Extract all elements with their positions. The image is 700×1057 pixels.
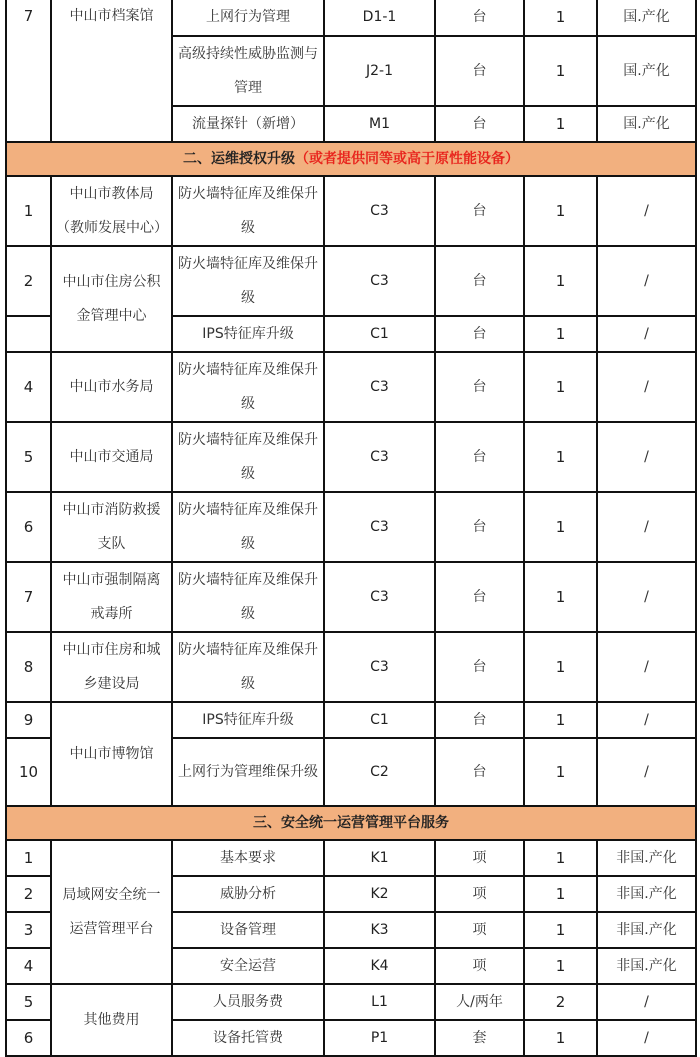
quantity: 1 xyxy=(524,912,597,948)
table-row xyxy=(6,840,696,876)
row-index: 4 xyxy=(6,352,51,422)
item-code: K2 xyxy=(324,876,435,912)
table-row xyxy=(6,984,696,1020)
table-row xyxy=(6,422,696,492)
item-code: C1 xyxy=(324,316,435,352)
quantity: 1 xyxy=(524,246,597,316)
unit-name: 中山市教体局（教师发展中心） xyxy=(51,176,172,246)
item-name: 威胁分析 xyxy=(172,876,324,912)
unit-measure: 台 xyxy=(435,36,524,106)
unit-measure: 台 xyxy=(435,492,524,562)
section-header xyxy=(6,806,696,840)
item-name: IPS特征库升级 xyxy=(172,702,324,738)
note: / xyxy=(597,562,696,632)
section-title-note: （或者提供同等或高于原性能设备） xyxy=(295,151,519,167)
quantity: 1 xyxy=(524,562,597,632)
table-row xyxy=(6,632,696,702)
table-row xyxy=(6,702,696,738)
item-name: 防火墙特征库及维保升级 xyxy=(172,246,324,316)
item-code: C3 xyxy=(324,632,435,702)
unit-measure: 套 xyxy=(435,1020,524,1056)
item-name: 人员服务费 xyxy=(172,984,324,1020)
unit-measure: 台 xyxy=(435,562,524,632)
row-index: 2 xyxy=(6,876,51,912)
item-code: J2-1 xyxy=(324,36,435,106)
quantity: 1 xyxy=(524,36,597,106)
quantity: 1 xyxy=(524,106,597,142)
item-code: C3 xyxy=(324,492,435,562)
table-row xyxy=(6,562,696,632)
note: 非国.产化 xyxy=(597,912,696,948)
unit-measure: 项 xyxy=(435,948,524,984)
item-code: L1 xyxy=(324,984,435,1020)
item-code: C1 xyxy=(324,702,435,738)
item-code: C3 xyxy=(324,562,435,632)
unit-name: 中山市档案馆 xyxy=(51,0,172,142)
quantity: 1 xyxy=(524,738,597,806)
item-code: M1 xyxy=(324,106,435,142)
procurement-table xyxy=(5,0,697,1057)
unit-name: 局域网安全统一运营管理平台 xyxy=(51,840,172,984)
row-index: 7 xyxy=(6,562,51,632)
unit-measure: 项 xyxy=(435,912,524,948)
note: 非国.产化 xyxy=(597,948,696,984)
unit-measure: 台 xyxy=(435,422,524,492)
item-name: 上网行为管理 xyxy=(172,0,324,36)
note: 国.产化 xyxy=(597,0,696,36)
item-code: C2 xyxy=(324,738,435,806)
item-code: K4 xyxy=(324,948,435,984)
unit-name: 中山市水务局 xyxy=(51,352,172,422)
item-name: 防火墙特征库及维保升级 xyxy=(172,562,324,632)
quantity: 1 xyxy=(524,632,597,702)
row-index xyxy=(6,316,51,352)
table-row xyxy=(6,492,696,562)
quantity: 1 xyxy=(524,948,597,984)
row-index: 2 xyxy=(6,246,51,316)
item-name: 流量探针（新增） xyxy=(172,106,324,142)
note: / xyxy=(597,176,696,246)
unit-measure: 台 xyxy=(435,246,524,316)
item-code: K1 xyxy=(324,840,435,876)
item-code: C3 xyxy=(324,176,435,246)
item-code: C3 xyxy=(324,246,435,316)
quantity: 1 xyxy=(524,702,597,738)
unit-measure: 人/两年 xyxy=(435,984,524,1020)
note: / xyxy=(597,1020,696,1056)
table-row xyxy=(6,176,696,246)
quantity: 1 xyxy=(524,1020,597,1056)
item-code: C3 xyxy=(324,422,435,492)
item-name: 设备管理 xyxy=(172,912,324,948)
unit-measure: 台 xyxy=(435,0,524,36)
item-name: 设备托管费 xyxy=(172,1020,324,1056)
quantity: 1 xyxy=(524,422,597,492)
quantity: 1 xyxy=(524,352,597,422)
item-code: C3 xyxy=(324,352,435,422)
item-name: 防火墙特征库及维保升级 xyxy=(172,632,324,702)
row-index: 4 xyxy=(6,948,51,984)
item-name: 防火墙特征库及维保升级 xyxy=(172,352,324,422)
section-title-text: 二、运维授权升级 xyxy=(183,151,295,167)
note: / xyxy=(597,422,696,492)
row-index: 6 xyxy=(6,492,51,562)
note: / xyxy=(597,632,696,702)
quantity: 1 xyxy=(524,316,597,352)
unit-measure: 项 xyxy=(435,876,524,912)
unit-measure: 台 xyxy=(435,316,524,352)
unit-measure: 台 xyxy=(435,352,524,422)
note: / xyxy=(597,738,696,806)
note: / xyxy=(597,246,696,316)
section-title xyxy=(6,142,696,176)
row-index: 10 xyxy=(6,738,51,806)
unit-name: 中山市住房和城乡建设局 xyxy=(51,632,172,702)
quantity: 1 xyxy=(524,0,597,36)
item-code: K3 xyxy=(324,912,435,948)
note: / xyxy=(597,316,696,352)
table-row xyxy=(6,246,696,316)
row-index: 3 xyxy=(6,912,51,948)
row-index: 8 xyxy=(6,632,51,702)
row-index: 5 xyxy=(6,422,51,492)
row-index: 1 xyxy=(6,176,51,246)
item-name: 上网行为管理维保升级 xyxy=(172,738,324,806)
quantity: 1 xyxy=(524,176,597,246)
item-name: 安全运营 xyxy=(172,948,324,984)
unit-name: 中山市交通局 xyxy=(51,422,172,492)
section-header xyxy=(6,142,696,176)
note: 非国.产化 xyxy=(597,840,696,876)
unit-measure: 台 xyxy=(435,106,524,142)
item-name: IPS特征库升级 xyxy=(172,316,324,352)
note: / xyxy=(597,984,696,1020)
unit-name: 中山市消防救援支队 xyxy=(51,492,172,562)
note: / xyxy=(597,352,696,422)
unit-measure: 项 xyxy=(435,840,524,876)
unit-name: 中山市住房公积金管理中心 xyxy=(51,246,172,352)
row-index: 5 xyxy=(6,984,51,1020)
item-name: 基本要求 xyxy=(172,840,324,876)
row-index: 9 xyxy=(6,702,51,738)
unit-measure: 台 xyxy=(435,702,524,738)
note: / xyxy=(597,702,696,738)
unit-name: 其他费用 xyxy=(51,984,172,1056)
item-code: D1-1 xyxy=(324,0,435,36)
row-index: 6 xyxy=(6,1020,51,1056)
quantity: 1 xyxy=(524,840,597,876)
unit-name: 中山市强制隔离戒毒所 xyxy=(51,562,172,632)
item-name: 防火墙特征库及维保升级 xyxy=(172,422,324,492)
unit-measure: 台 xyxy=(435,738,524,806)
note: / xyxy=(597,492,696,562)
quantity: 1 xyxy=(524,876,597,912)
note: 国.产化 xyxy=(597,106,696,142)
unit-measure: 台 xyxy=(435,632,524,702)
unit-measure: 台 xyxy=(435,176,524,246)
unit-name: 中山市博物馆 xyxy=(51,702,172,806)
row-index: 1 xyxy=(6,840,51,876)
row-index: 7 xyxy=(6,0,51,142)
table-row xyxy=(6,0,696,36)
item-code: P1 xyxy=(324,1020,435,1056)
note: 国.产化 xyxy=(597,36,696,106)
quantity: 2 xyxy=(524,984,597,1020)
item-name: 高级持续性威胁监测与管理 xyxy=(172,36,324,106)
item-name: 防火墙特征库及维保升级 xyxy=(172,492,324,562)
note: 非国.产化 xyxy=(597,876,696,912)
quantity: 1 xyxy=(524,492,597,562)
section-title: 三、安全统一运营管理平台服务 xyxy=(6,806,696,840)
table-row xyxy=(6,352,696,422)
item-name: 防火墙特征库及维保升级 xyxy=(172,176,324,246)
